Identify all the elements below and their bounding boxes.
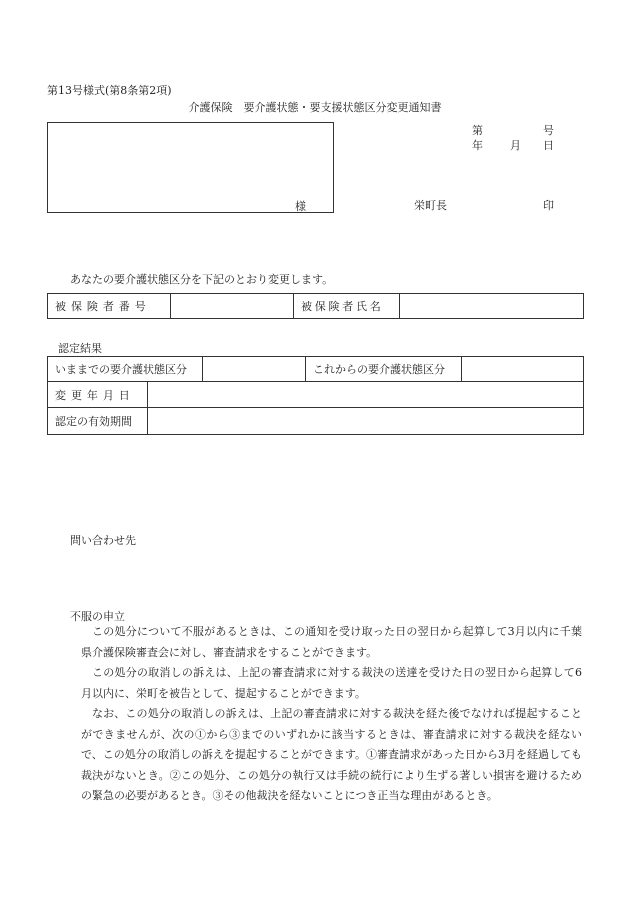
validity-period-label: 認定の有効期間 bbox=[48, 408, 148, 435]
insured-number-value bbox=[171, 294, 294, 319]
previous-level-label: いままでの要介護状態区分 bbox=[48, 357, 203, 382]
recipient-honorific: 様 bbox=[295, 200, 306, 213]
issuer-title: 栄町長 bbox=[414, 199, 447, 212]
result-section-title: 認定結果 bbox=[58, 342, 102, 355]
doc-number-suffix: 号 bbox=[543, 124, 554, 137]
form-number: 第13号様式(第8条第2項) bbox=[47, 84, 172, 97]
appeal-paragraph-3: なお、この処分の取消しの訴えは、上記の審査請求に対する裁決を経た後でなければ提起することができませんが、次の①から③までのいずれかに該当するときは、審査請求に対する裁決を経ないで、この処分の取消しの訴えを提起することができます。①審査請求があった日から3月を経過しても裁決がないとき。②この処分、この処分の執行又は手続の続行により生ずる著しい損害を避けるための緊急の必要があるとき。③その他裁決を経ないことにつき正当な理由があるとき。 bbox=[81, 707, 582, 802]
previous-level-value bbox=[203, 357, 306, 382]
appeal-body bbox=[70, 622, 582, 807]
change-date-value bbox=[148, 382, 584, 408]
inquiry-label: 問い合わせ先 bbox=[70, 534, 136, 547]
new-level-value bbox=[462, 357, 584, 382]
doc-number-prefix: 第 bbox=[472, 124, 483, 137]
certification-result-table bbox=[47, 356, 584, 435]
appeal-title: 不服の申立 bbox=[70, 610, 125, 623]
validity-period-value bbox=[148, 408, 584, 435]
date-day: 日 bbox=[543, 139, 554, 152]
appeal-paragraph-2: この処分の取消しの訴えは、上記の審査請求に対する裁決の送達を受けた日の翌日から起算して6月以内に、栄町を被告として、提起することができます。 bbox=[81, 666, 582, 700]
intro-text: あなたの要介護状態区分を下記のとおり変更します。 bbox=[70, 273, 334, 286]
change-date-label: 変更年月日 bbox=[48, 382, 148, 408]
date-year: 年 bbox=[472, 139, 483, 152]
date-month: 月 bbox=[510, 139, 521, 152]
insured-name-label: 被保険者氏名 bbox=[294, 294, 400, 319]
document-title: 介護保険 要介護状態・要支援状態区分変更通知書 bbox=[188, 101, 442, 114]
insured-name-value bbox=[400, 294, 584, 319]
new-level-label: これからの要介護状態区分 bbox=[306, 357, 462, 382]
recipient-address-box bbox=[47, 122, 334, 213]
appeal-paragraph-1: この処分について不服があるときは、この通知を受け取った日の翌日から起算して3月以内に千葉県介護保険審査会に対し、審査請求をすることができます。 bbox=[81, 625, 582, 659]
insured-info-table bbox=[47, 293, 584, 319]
insured-number-label: 被保険者番号 bbox=[48, 294, 171, 319]
seal-mark: 印 bbox=[543, 199, 554, 212]
